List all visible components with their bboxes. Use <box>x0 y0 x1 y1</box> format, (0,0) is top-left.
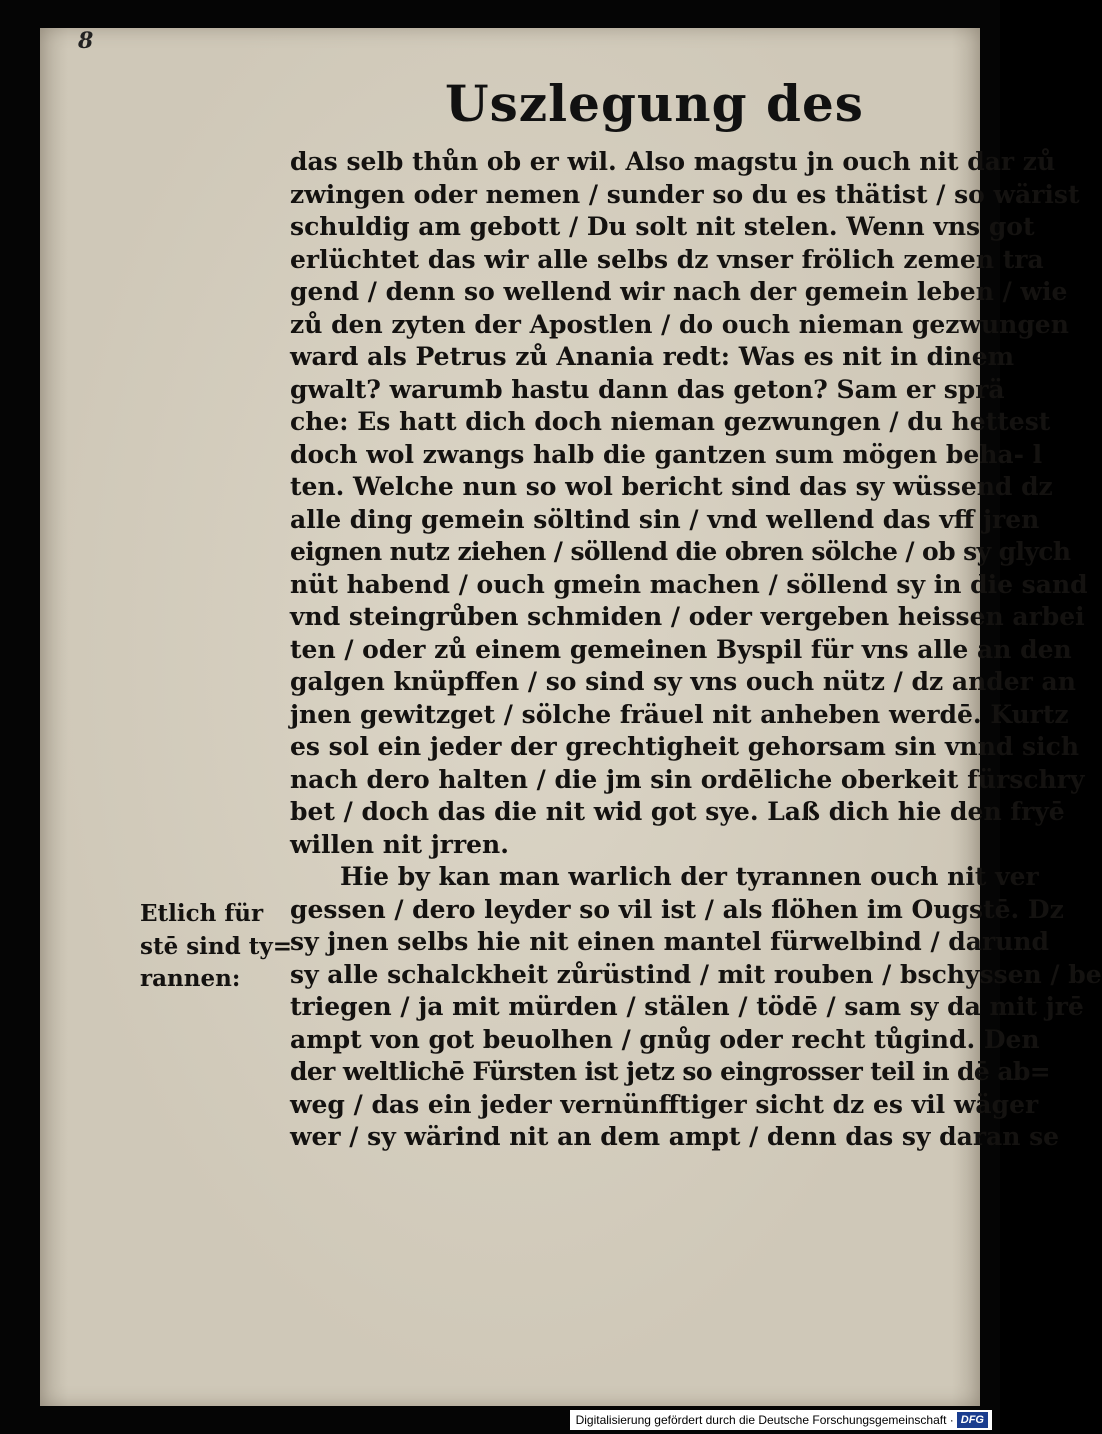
page-mark: 8 <box>78 28 94 54</box>
text-line: es sol ein jeder der grechtigheit gehorsam sin vnnd sich <box>290 732 1080 761</box>
digitization-credit <box>570 1410 992 1430</box>
text-line: nüt habend / ouch gmein machen / söllend sy in die sand <box>290 569 1088 599</box>
text-line: das selb thůn ob er wil. Also magstu jn ouch nit dar zů <box>290 147 1056 176</box>
dfg-logo: DFG <box>957 1412 988 1428</box>
text-line: jnen gewitzget / sölche fräuel nit anheben werdē. Kurtz <box>290 699 1069 729</box>
text-line: erlüchtet das wir alle selbs dz vnser frölich zemen tra <box>290 244 1044 274</box>
paragraph-start-line: Hie by kan man warlich der tyrannen ouch nit ver <box>340 862 1039 891</box>
marginal-note <box>140 898 290 996</box>
text-line: gwalt? warumb hastu dann das geton? Sam er sprä <box>290 374 1005 404</box>
text-line: willen nit jrren. <box>290 829 509 859</box>
text-line: che: Es hatt dich doch nieman gezwungen / du hettest <box>290 407 1051 436</box>
running-header: Uszlegung des <box>445 74 864 133</box>
text-line: doch wol zwangs halb die gantzen sum mögen beha- l <box>290 439 1043 469</box>
text-line: eignen nutz ziehen / söllend die obren sölche / ob sy glych <box>290 537 1071 566</box>
credit-text: Digitalisierung gefördert durch die Deutsche Forschungsgemeinschaft · <box>575 1413 954 1427</box>
marginal-note-line: stē sind ty= <box>140 932 292 960</box>
text-line: gend / denn so wellend wir nach der gemein leben / wie <box>290 277 1068 306</box>
text-line: ampt von got beuolhen / gnůg oder recht tůgind. Den <box>290 1024 1040 1054</box>
marginal-note-line: rannen: <box>140 965 241 992</box>
marginal-note-line: Etlich für <box>140 900 264 927</box>
text-line: alle ding gemein söltind sin / vnd wellend das vff jren <box>290 504 1040 534</box>
text-line: galgen knüpffen / so sind sy vns ouch nütz / dz ander an <box>290 667 1076 696</box>
text-line: ten / oder zů einem gemeinen Byspil für vns alle an den <box>290 634 1072 664</box>
text-line: zů den zyten der Apostlen / do ouch nieman gezwungen <box>290 309 1069 339</box>
text-line: zwingen oder nemen / sunder so du es thätist / so wärist <box>290 179 1080 209</box>
text-line: weg / das ein jeder vernünfftiger sicht dz es vil wäger <box>290 1089 1039 1119</box>
text-line: ward als Petrus zů Anania redt: Was es nit in dinem <box>290 342 1015 371</box>
text-line: bet / doch das die nit wid got sye. Laß dich hie den fryē <box>290 797 1065 826</box>
text-line: gessen / dero leyder so vil ist / als flöhen im Ougstē. Dz <box>290 894 1064 924</box>
main-text-block <box>290 146 1102 1154</box>
text-line: wer / sy wärind nit an dem ampt / denn das sy daran se <box>290 1122 1060 1151</box>
text-line: nach dero halten / die jm sin ordēliche oberkeit fürschry <box>290 764 1085 794</box>
text-line: schuldig am gebott / Du solt nit stelen. Wenn vns got <box>290 212 1035 241</box>
text-line: triegen / ja mit mürden / stälen / tödē / sam sy da mit jrē <box>290 992 1084 1021</box>
text-line: sy alle schalckheit zůrüstind / mit rouben / bschyssen / be <box>290 959 1102 989</box>
text-line: der weltlichē Fürsten ist jetz so eingrosser teil in dē ab= <box>290 1057 1051 1086</box>
text-line: ten. Welche nun so wol bericht sind das sy wüssend dz <box>290 472 1053 501</box>
text-line: sy jnen selbs hie nit einen mantel fürwelbind / darund <box>290 927 1049 956</box>
text-line: vnd steingrůben schmiden / oder vergeben heissen arbei <box>290 602 1085 631</box>
